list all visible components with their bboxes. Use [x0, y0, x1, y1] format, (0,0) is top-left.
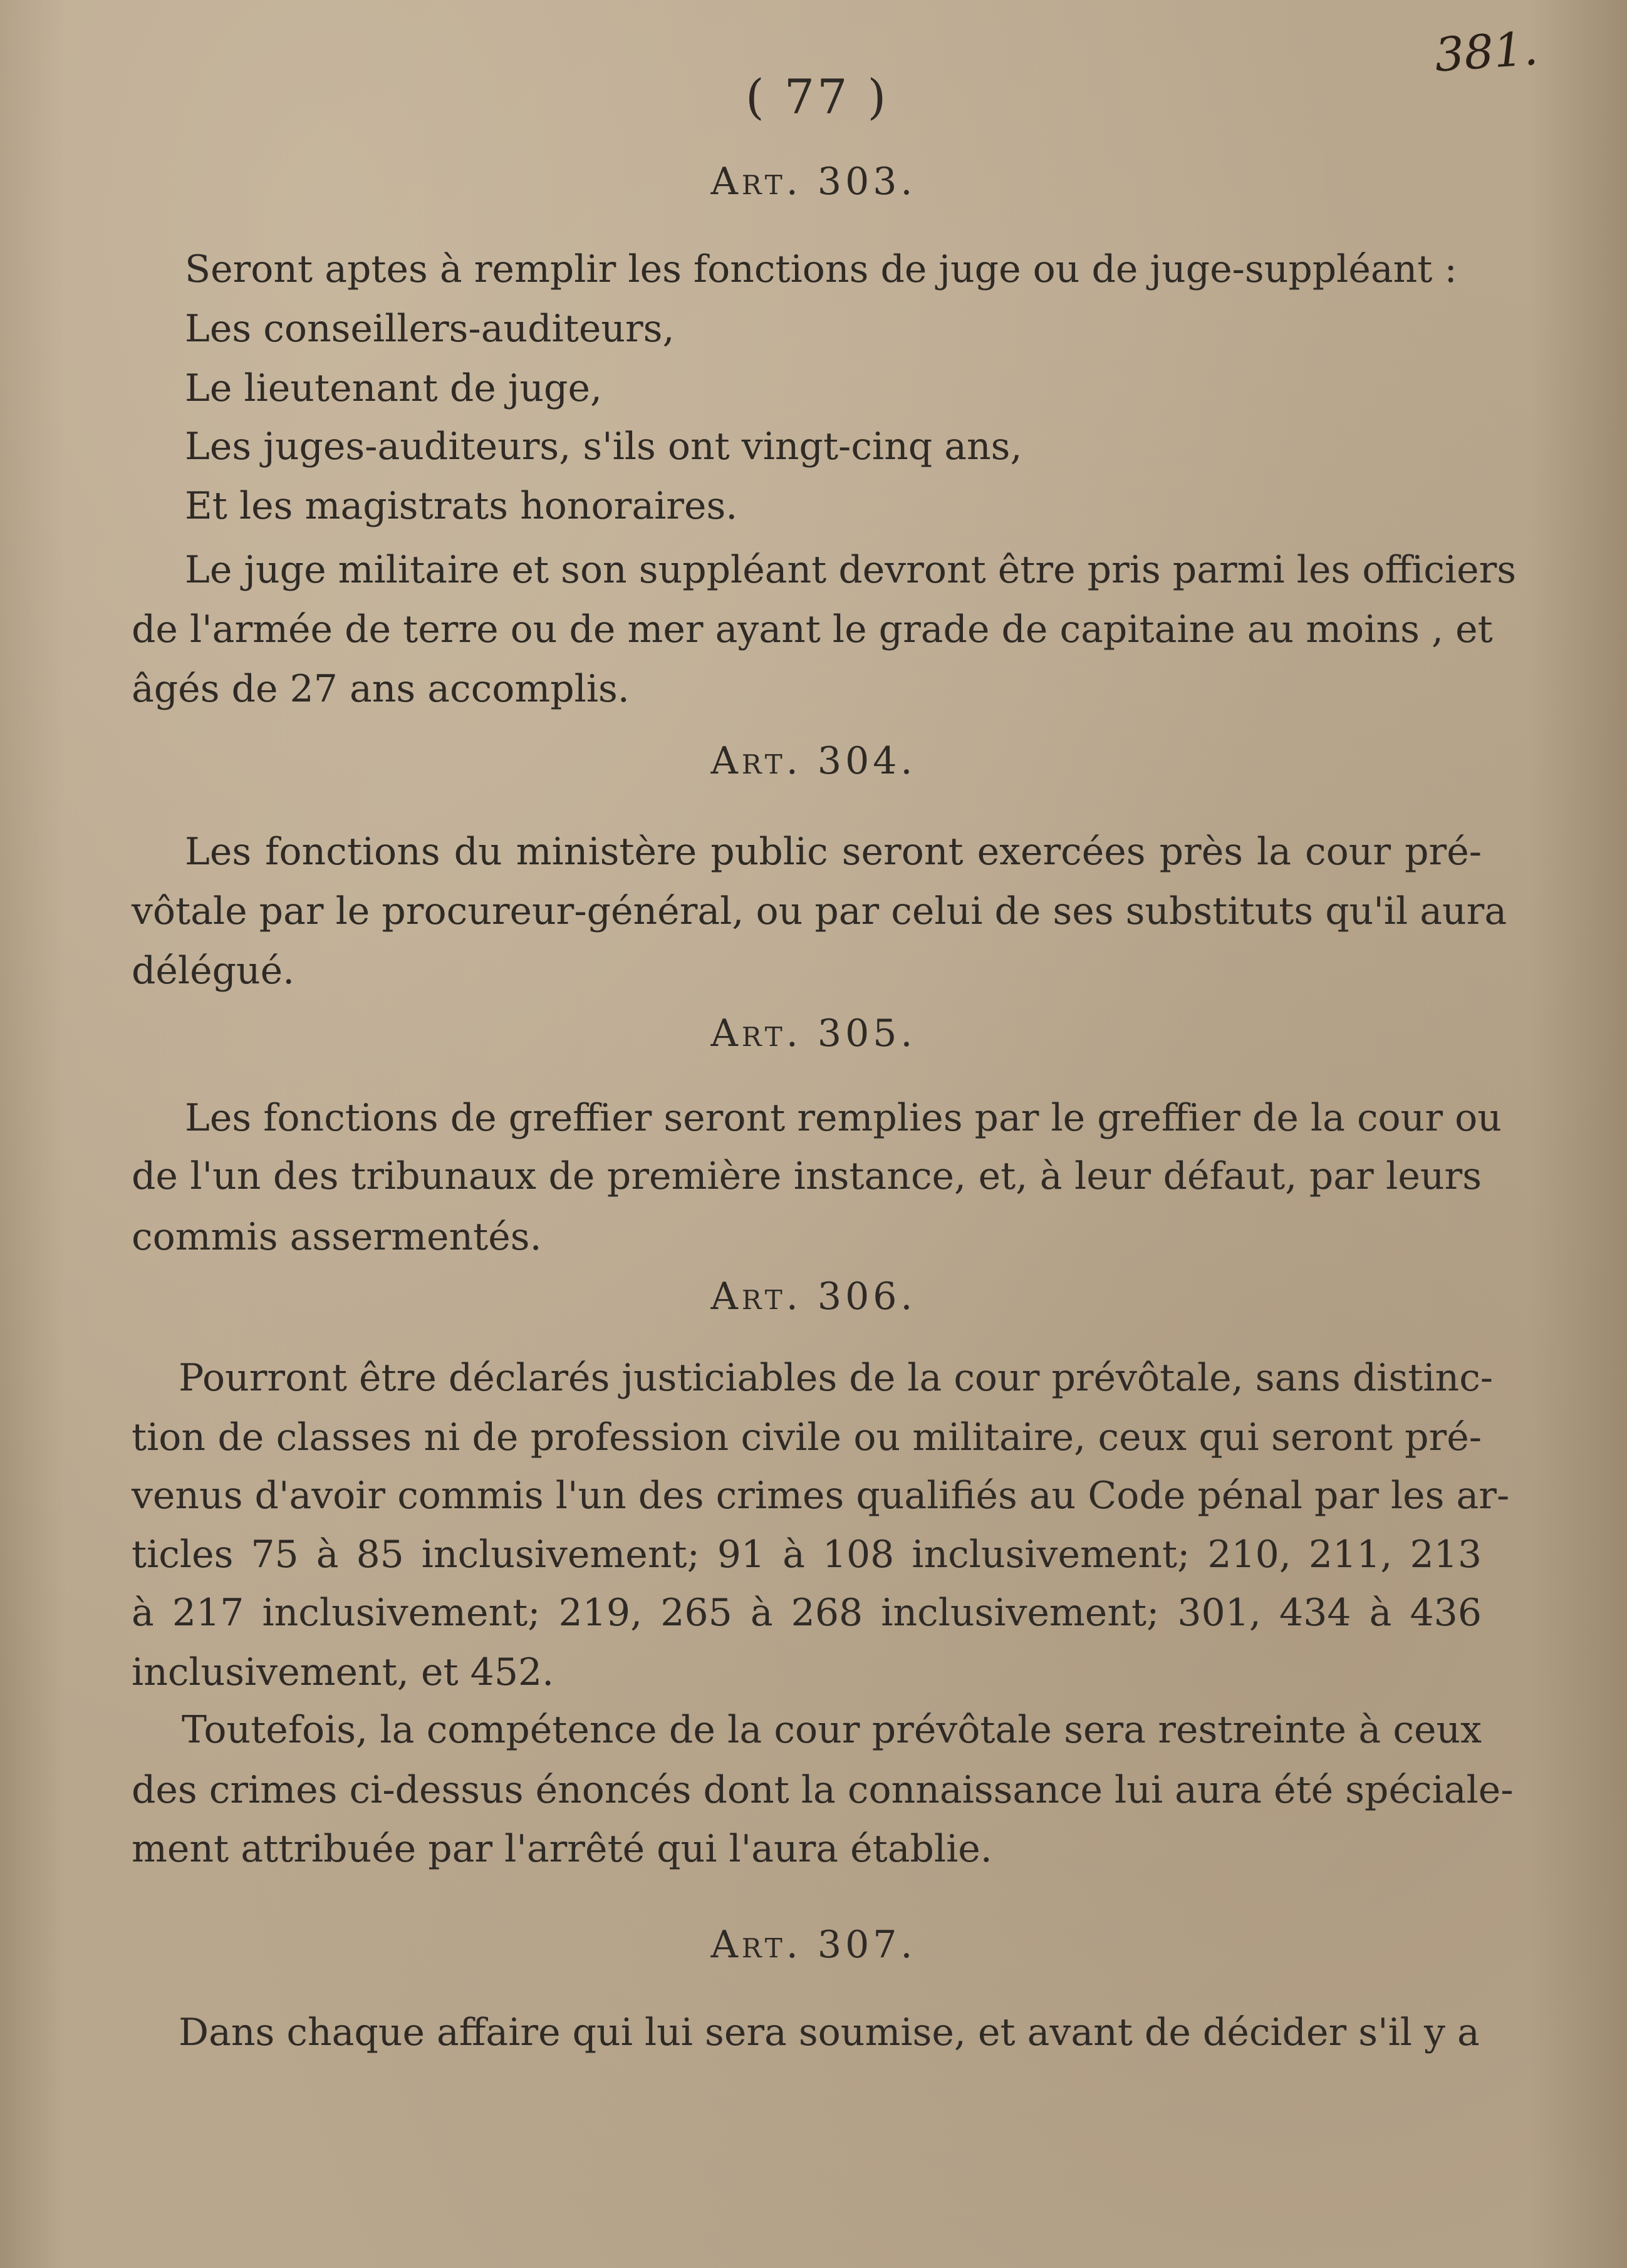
article-303-line-2: Les conseillers-auditeurs, — [185, 307, 675, 351]
article-heading-304: Art. 304. — [710, 739, 917, 783]
article-303-line-7: de l'armée de terre ou de mer ayant le grade de capitaine au moins , et — [132, 608, 1493, 651]
article-307-line-1: Dans chaque affaire qui lui sera soumise, et avant de décider s'il y a — [179, 2011, 1480, 2054]
article-303-line-6: Le juge militaire et son suppléant devront être pris parmi les officiers — [185, 548, 1517, 592]
article-306-line-5: à 217 inclusivement; 219, 265 à 268 inclusivement; 301, 434 à 436 — [132, 1591, 1482, 1635]
article-306-line-3: venus d'avoir commis l'un des crimes qualifiés au Code pénal par les ar- — [132, 1474, 1510, 1518]
article-306-line-4: ticles 75 à 85 inclusivement; 91 à 108 inclusivement; 210, 211, 213 — [132, 1533, 1482, 1577]
article-heading-305: Art. 305. — [710, 1012, 917, 1055]
article-303-line-4: Les juges-auditeurs, s'ils ont vingt-cinq ans, — [185, 425, 1022, 469]
article-303-line-5: Et les magistrats honoraires. — [185, 484, 738, 528]
article-306-line-9: ment attribuée par l'arrêté qui l'aura établie. — [132, 1827, 992, 1871]
article-306-line-7: Toutefois, la compétence de la cour prévôtale sera restreinte à ceux — [182, 1708, 1482, 1752]
article-303-line-1: Seront aptes à remplir les fonctions de juge ou de juge-suppléant : — [185, 247, 1457, 291]
article-306-line-1: Pourront être déclarés justiciables de la cour prévôtale, sans distinc- — [179, 1356, 1494, 1400]
article-304-line-1: Les fonctions du ministère public seront exercées près la cour pré- — [185, 830, 1482, 874]
article-306-line-8: des crimes ci-dessus énoncés dont la connaissance lui aura été spéciale- — [132, 1768, 1514, 1812]
article-heading-306: Art. 306. — [710, 1275, 917, 1318]
article-306-line-6: inclusivement, et 452. — [132, 1650, 554, 1694]
article-304-line-3: délégué. — [132, 949, 295, 993]
article-305-line-2: de l'un des tribunaux de première instance, et, à leur défaut, par leurs — [132, 1154, 1482, 1198]
article-heading-303: Art. 303. — [710, 160, 917, 204]
article-305-line-3: commis assermentés. — [132, 1215, 542, 1259]
article-304-line-2: vôtale par le procureur-général, ou par celui de ses substituts qu'il aura — [132, 889, 1507, 933]
article-306-line-2: tion de classes ni de profession civile ou militaire, ceux qui seront pré- — [132, 1416, 1482, 1459]
article-heading-307: Art. 307. — [710, 1923, 917, 1967]
article-303-line-8: âgés de 27 ans accomplis. — [132, 667, 630, 711]
article-303-line-3: Le lieutenant de juge, — [185, 366, 603, 410]
article-305-line-1: Les fonctions de greffier seront remplies par le greffier de la cour ou — [185, 1096, 1502, 1140]
page-number: ( 77 ) — [746, 69, 889, 125]
handwritten-folio-number: 381. — [1433, 21, 1540, 83]
